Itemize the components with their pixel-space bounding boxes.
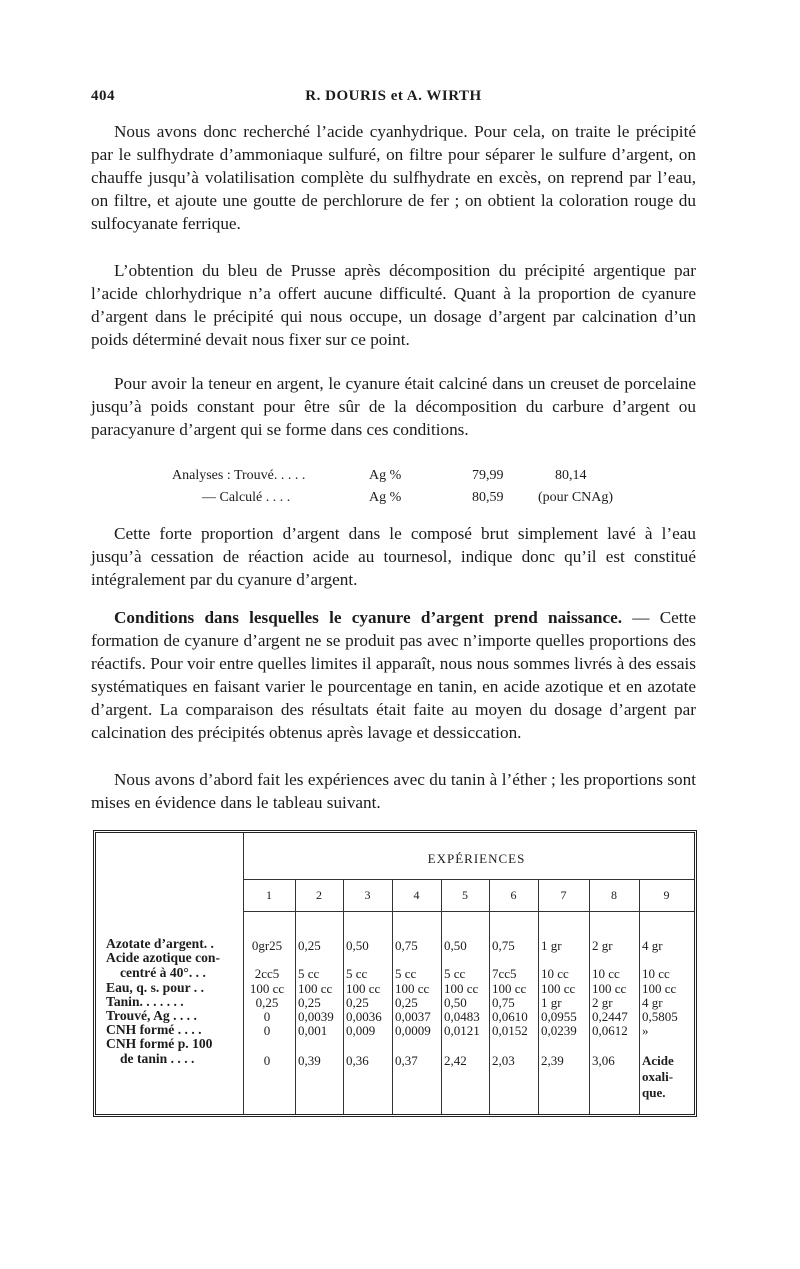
table-cell-trouve-3: 0,0036 xyxy=(346,1009,382,1024)
table-cell-cnh-5: 0,0121 xyxy=(444,1023,480,1038)
paragraph-4 xyxy=(91,522,696,591)
paragraph-3 xyxy=(91,372,696,441)
table-group-header: EXPÉRIENCES xyxy=(427,851,526,866)
table-cell-cnh100-4: 0,37 xyxy=(395,1053,418,1068)
table-cell-cnh100-2: 0,39 xyxy=(298,1053,321,1068)
column-header-1: 1 xyxy=(266,888,272,902)
table-cell-tanin-6: 0,75 xyxy=(492,995,515,1010)
running-title: R. DOURIS et A. WIRTH xyxy=(305,88,482,104)
table-cell-azotate-8: 2 gr xyxy=(592,938,613,953)
analysis-value: 79,99 xyxy=(472,468,504,483)
table-cell-azotate-1: 0gr25 xyxy=(251,938,283,953)
table-cell-cnh100-6: 2,03 xyxy=(492,1053,515,1068)
table-cell-azotate-7: 1 gr xyxy=(541,938,562,953)
table-cell-azotate-9: 4 gr xyxy=(642,938,663,953)
table-cell-acide-5: 5 cc xyxy=(444,966,466,981)
table-cell-cnh-6: 0,0152 xyxy=(492,1023,528,1038)
paragraph-6 xyxy=(91,768,696,814)
analysis-row-found xyxy=(172,468,652,488)
table-cell-trouve-4: 0,0037 xyxy=(395,1009,431,1024)
table-cell-eau-6: 100 cc xyxy=(492,981,527,996)
table-cell-tanin-9: 4 gr xyxy=(642,995,663,1010)
table-cell-azotate-5: 0,50 xyxy=(444,938,467,953)
table-cell-cnh-9: » xyxy=(642,1023,649,1038)
analysis-unit: Ag % xyxy=(369,468,402,483)
table-cell-tanin-2: 0,25 xyxy=(298,995,321,1010)
table-cell-eau-9: 100 cc xyxy=(642,981,677,996)
paragraph-5 xyxy=(91,606,696,745)
table-cell-eau-1: 100 cc xyxy=(249,981,285,996)
paragraph-1-text: Nous avons donc recherché l’acide cyanhydrique. Pour cela, on traite le précipité par le sulfhydrate d’ammoniaque sulfuré, on filtre pour séparer le sulfure d’argent, on chauffe jusqu’à volatilisation complète du sulfhydrate en excès, on reprend par l’eau, on filtre, et ajoute une goutte de perchlorure de fer ; on obtient la coloration rouge du sulfocyanate ferrique. xyxy=(91,122,696,234)
table-cell-eau-4: 100 cc xyxy=(395,981,430,996)
column-header-9: 9 xyxy=(663,888,670,902)
analysis-extra: 80,14 xyxy=(555,468,587,483)
table-cell-cnh100-3: 0,36 xyxy=(346,1053,369,1068)
row-label-azotate: Azotate d’argent. . xyxy=(106,936,214,951)
table-cell-acide-2: 5 cc xyxy=(298,966,320,981)
table-cell-acide-6: 7cc5 xyxy=(492,966,517,981)
column-header-3: 3 xyxy=(364,888,371,902)
table-cell-eau-3: 100 cc xyxy=(346,981,381,996)
analysis-value: 80,59 xyxy=(472,490,504,505)
table-cell-cnh100-9: Acide oxali- que. xyxy=(642,1053,674,1100)
table-cell-tanin-3: 0,25 xyxy=(346,995,369,1010)
table-cell-trouve-8: 0,2447 xyxy=(592,1009,628,1024)
table-cell-tanin-5: 0,50 xyxy=(444,995,467,1010)
table-cell-eau-5: 100 cc xyxy=(444,981,479,996)
column-header-7: 7 xyxy=(560,888,567,902)
table-cell-acide-7: 10 cc xyxy=(541,966,569,981)
table-cell-trouve-7: 0,0955 xyxy=(541,1009,577,1024)
row-label-cnh: CNH formé . . . . xyxy=(106,1022,202,1037)
row-label-eau: Eau, q. s. pour . . xyxy=(106,980,204,995)
column-header-4: 4 xyxy=(413,888,420,902)
table-cell-trouve-2: 0,0039 xyxy=(298,1009,334,1024)
table-cell-eau-2: 100 cc xyxy=(298,981,333,996)
analysis-label: Analyses : Trouvé. . . . . xyxy=(172,468,306,483)
row-label-cnh100-2: de tanin . . . . xyxy=(120,1051,195,1066)
table-cell-acide-3: 5 cc xyxy=(346,966,368,981)
paragraph-6-text: Nous avons d’abord fait les expériences avec du tanin à l’éther ; les proportions sont mises en évidence dans le tableau suivant. xyxy=(91,770,696,813)
row-label-acide-1: Acide azotique con- xyxy=(106,950,221,965)
table-cell-azotate-3: 0,50 xyxy=(346,938,369,953)
table-cell-tanin-1: 0,25 xyxy=(255,995,279,1010)
table-cell-cnh-8: 0,0612 xyxy=(592,1023,628,1038)
column-header-6: 6 xyxy=(510,888,517,902)
column-header-2: 2 xyxy=(316,888,322,902)
row-label-cnh100-1: CNH formé p. 100 xyxy=(106,1036,213,1051)
table-cell-eau-7: 100 cc xyxy=(541,981,576,996)
paragraph-2-text: L’obtention du bleu de Prusse après décomposition du précipité argentique par l’acide chlorhydrique n’a offert aucune difficulté. Quant à la proportion de cyanure d’argent dans le précipité qui nous occupe, un dosage d’argent par calcination d’un poids déterminé devait nous fixer sur ce point. xyxy=(91,261,696,350)
analysis-unit: Ag % xyxy=(369,490,402,505)
paragraph-1 xyxy=(91,120,696,235)
table-cell-cnh-2: 0,001 xyxy=(298,1023,328,1038)
analysis-extra: (pour CNAg) xyxy=(538,490,614,505)
row-label-trouve: Trouvé, Ag . . . . xyxy=(106,1008,197,1023)
table-cell-acide-1: 2cc5 xyxy=(254,966,280,981)
paragraph-3-text: Pour avoir la teneur en argent, le cyanure était calciné dans un creuset de porcelaine jusqu’à poids constant pour être sûr de la décomposition du carbure d’argent ou paracyanure d’argent qui se forme dans ces conditions. xyxy=(91,374,696,440)
table-cell-cnh-3: 0,009 xyxy=(346,1023,376,1038)
table-cell-azotate-2: 0,25 xyxy=(298,938,321,953)
analysis-row-calculated xyxy=(172,490,652,510)
paragraph-2 xyxy=(91,259,696,351)
table-cell-tanin-4: 0,25 xyxy=(395,995,418,1010)
table-cell-trouve-6: 0,0610 xyxy=(492,1009,528,1024)
table-cell-cnh100-7: 2,39 xyxy=(541,1053,564,1068)
table-cell-eau-8: 100 cc xyxy=(592,981,627,996)
row-label-tanin: Tanin. . . . . . . xyxy=(106,994,184,1009)
table-cell-acide-4: 5 cc xyxy=(395,966,417,981)
table-cell-tanin-8: 2 gr xyxy=(592,995,613,1010)
experiments-table xyxy=(93,830,697,1117)
table-cell-cnh-4: 0,0009 xyxy=(395,1023,431,1038)
table-cell-cnh-1: 0 xyxy=(263,1023,271,1038)
table-cell-cnh100-5: 2,42 xyxy=(444,1053,467,1068)
heading-dash: — xyxy=(622,608,660,627)
analysis-label: — Calculé . . . . xyxy=(202,490,291,505)
table-cell-cnh100-8: 3,06 xyxy=(592,1053,615,1068)
column-header-8: 8 xyxy=(611,888,617,902)
table-cell-tanin-7: 1 gr xyxy=(541,995,562,1010)
table-cell-cnh-7: 0,0239 xyxy=(541,1023,577,1038)
page-header xyxy=(91,88,696,112)
page-number: 404 xyxy=(91,88,115,104)
table-cell-azotate-4: 0,75 xyxy=(395,938,418,953)
table-cell-acide-8: 10 cc xyxy=(592,966,620,981)
section-heading: Conditions dans lesquelles le cyanure d’argent prend naissance. xyxy=(114,608,623,627)
column-header-5: 5 xyxy=(462,888,468,902)
table-cell-trouve-9: 0,5805 xyxy=(642,1009,678,1024)
table-cell-acide-9: 10 cc xyxy=(642,966,670,981)
table-cell-azotate-6: 0,75 xyxy=(492,938,515,953)
paragraph-4-text: Cette forte proportion d’argent dans le composé brut simplement lavé à l’eau jusqu’à cessation de réaction acide au tournesol, indique donc qu’il est constitué intégralement par du cyanure d’argent. xyxy=(91,524,696,590)
paragraph-5-text: Cette formation de cyanure d’argent ne se produit pas avec n’importe quelles proportions des réactifs. Pour voir entre quelles limites il apparaît, nous nous sommes livrés à des essais systématiques en faisant varier le pourcentage en tanin, en acide azotique et en azotate d’argent. La comparaison des résultats était faite au moyen du dosage d’argent par calcination des précipités obtenus après lavage et dessiccation. xyxy=(91,608,696,743)
table-cell-cnh100-1: 0 xyxy=(263,1053,271,1068)
table-cell-trouve-5: 0,0483 xyxy=(444,1009,480,1024)
row-label-acide-2: centré à 40°. . . xyxy=(120,965,206,980)
table-cell-trouve-1: 0 xyxy=(263,1009,271,1024)
